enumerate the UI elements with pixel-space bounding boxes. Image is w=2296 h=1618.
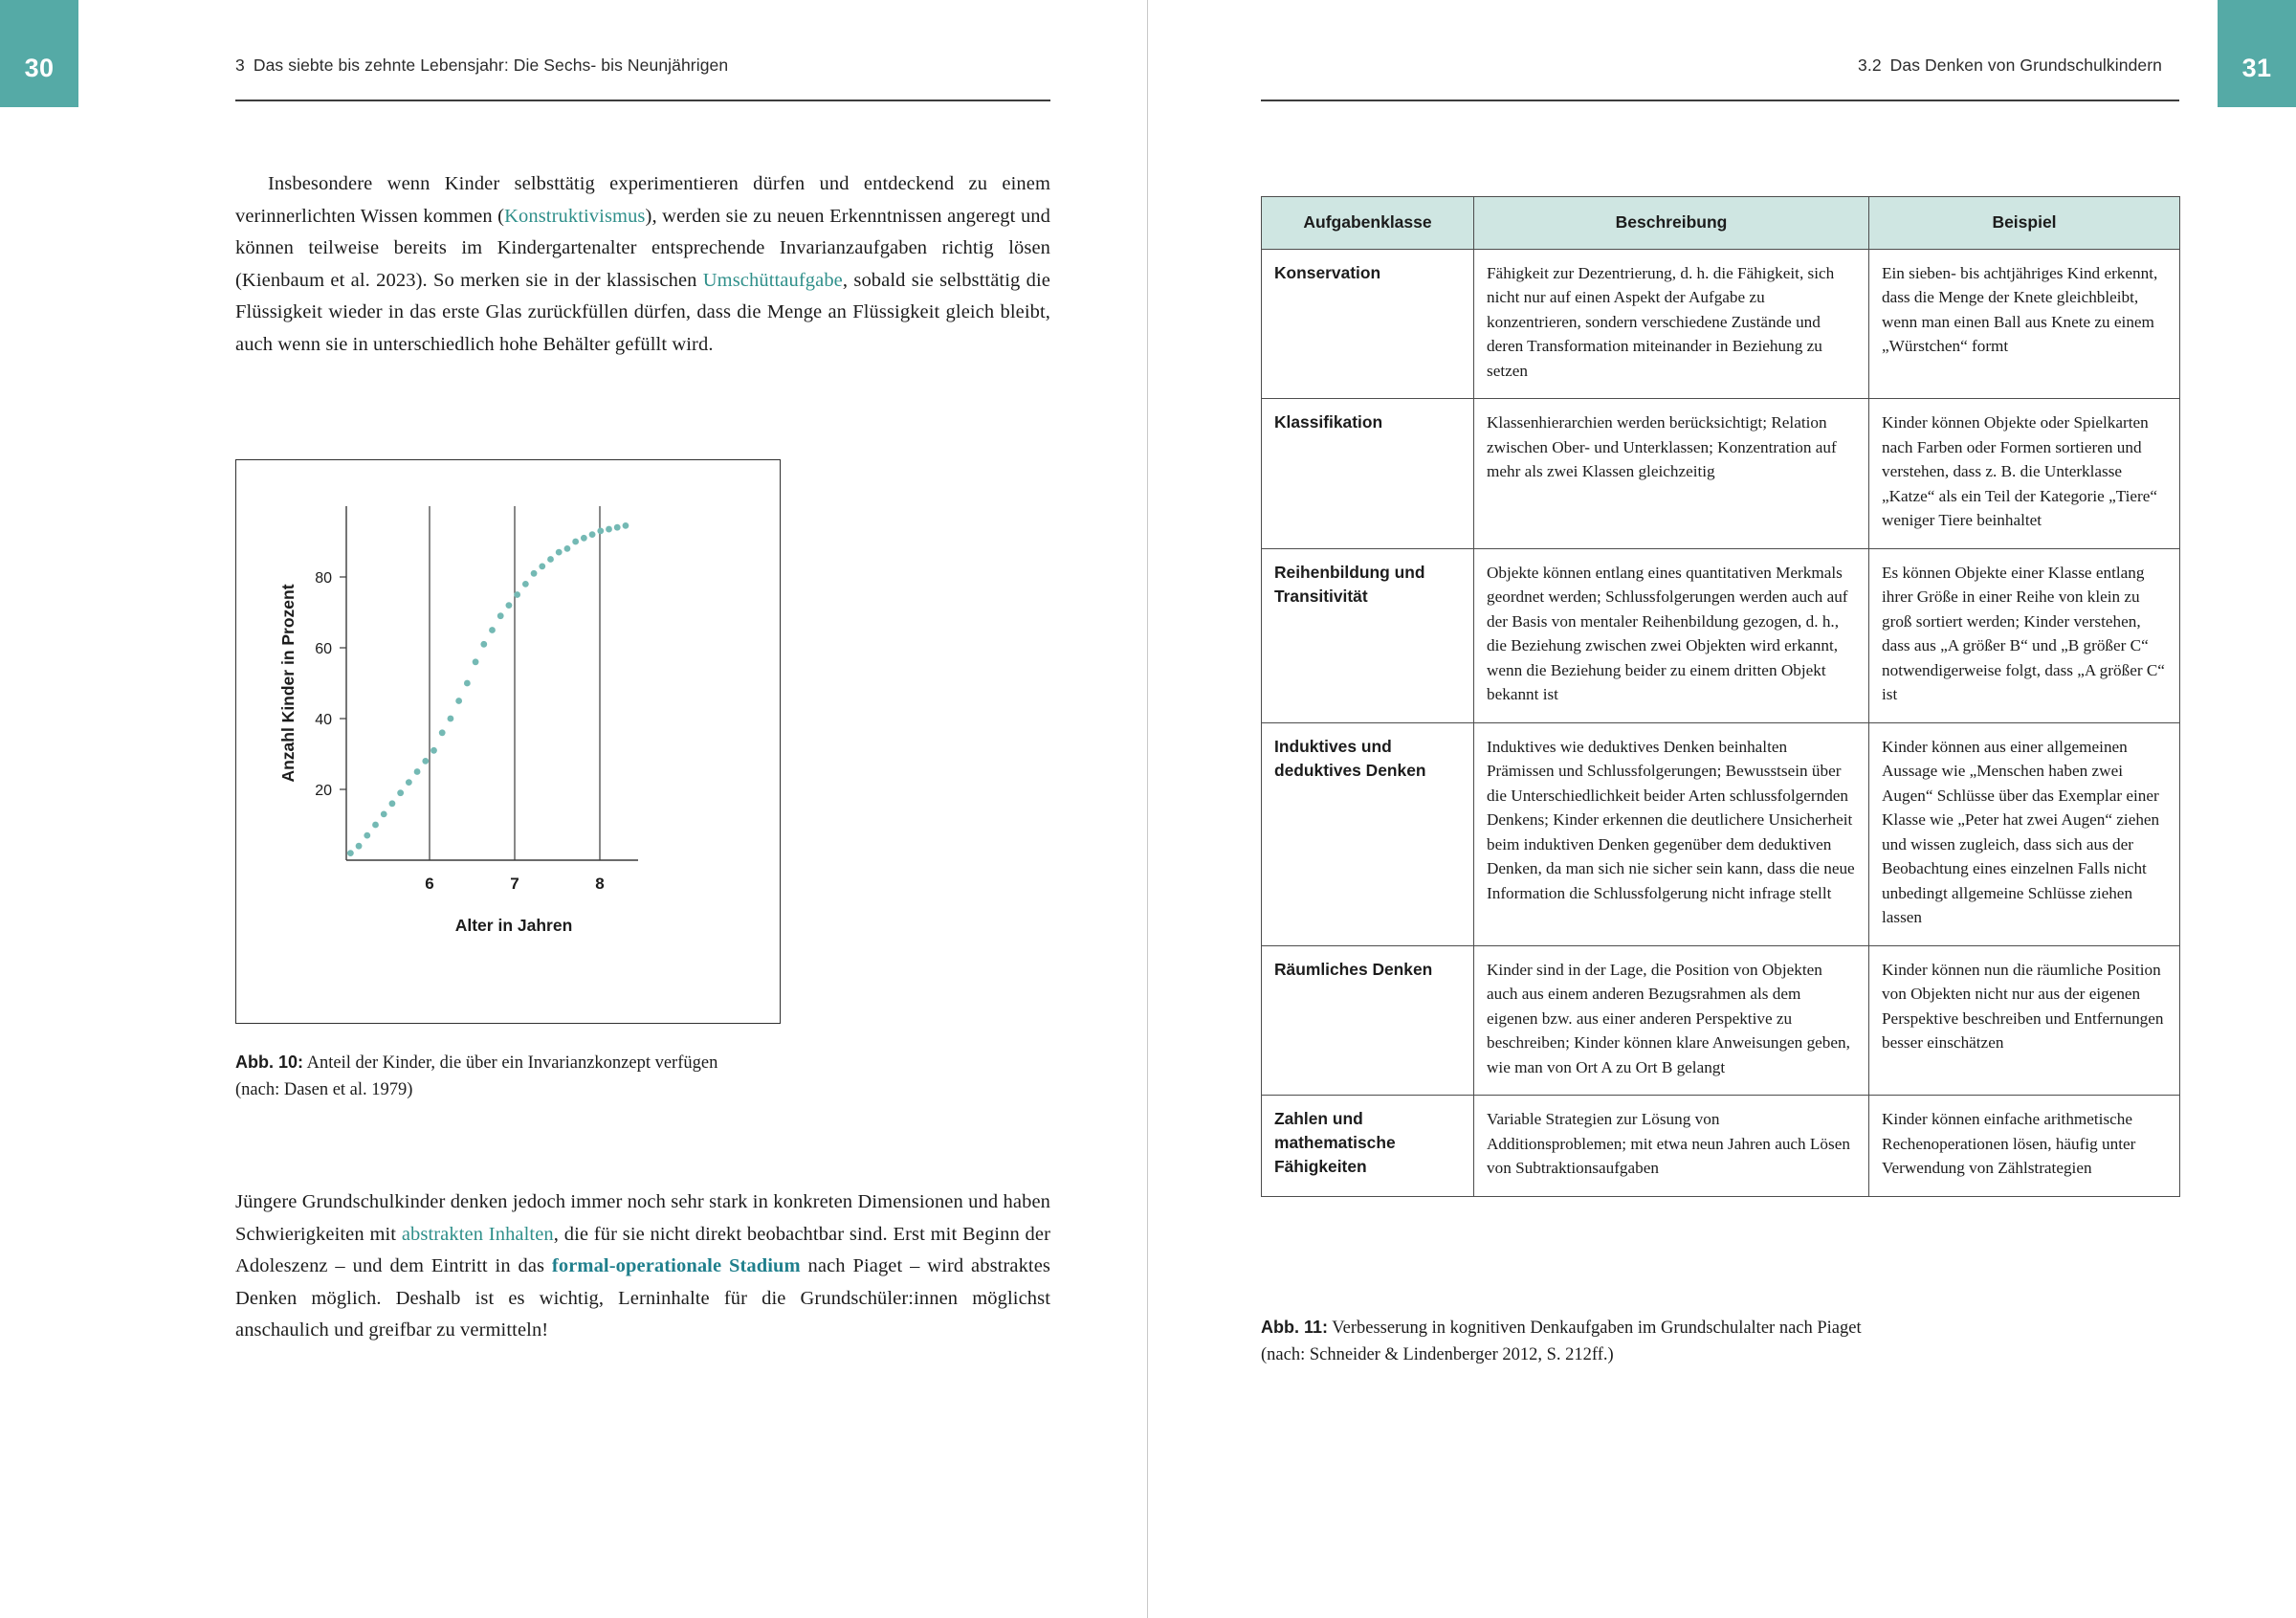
- paragraph-2: [235, 1186, 1050, 1347]
- scatter-chart: [236, 460, 779, 1022]
- paragraph-1-part-1: Insbesondere wenn Kinder selbsttätig experimentieren dürfen und entdeckend zu einem verinnerlichten Wissen kommen (: [235, 173, 1050, 227]
- scatter-points: [347, 522, 629, 856]
- term-konstruktivismus: Konstruktivismus: [504, 205, 646, 227]
- row-description: Kinder sind in der Lage, die Position von Objekten auch aus einem anderen Bezugsrahmen als dem eigenen bzw. aus einer anderen Perspektive zu beschreiben; Kinder können klare Anweisungen geben, wie man von Ort A zu Ort B gelangt: [1474, 945, 1869, 1096]
- paragraph-2-part-2: , die für sie nicht direkt beobachtbar sind. Erst mit Beginn der Adoleszenz – und dem Eintritt in das: [235, 1223, 1050, 1276]
- svg-text:80: 80: [315, 570, 332, 587]
- piaget-table: [1261, 196, 2180, 1197]
- row-description: Klassenhierarchien werden berücksichtigt; Relation zwischen Ober- und Unterklassen; Konzentration auf mehr als zwei Klassen gleichzeitig: [1474, 399, 1869, 549]
- right-running-head-text: Das Denken von Grundschulkindern: [1889, 55, 2162, 75]
- row-description: Fähigkeit zur Dezentrierung, d. h. die Fähigkeit, sich nicht nur auf einen Aspekt der Aufgabe zu konzentrieren, sondern verschiedene Zustände und deren Transformation miteinander in Beziehung zu setzen: [1474, 249, 1869, 399]
- row-description: Induktives wie deduktives Denken beinhalten Prämissen und Schlussfolgerungen; Bewusstsein über die Unterschiedlichkeit beider Arten schlussfolgernden Denkens; Kinder erkennen die deutlichere Unsicherheit beim induktiven Denken gegenüber dem deduktiven Denken, da man sich nie sicher sein kann, dass die neue Information die Schlussfolgerung nicht infrage stellt: [1474, 722, 1869, 945]
- row-example: Ein sieben- bis achtjähriges Kind erkennt, dass die Menge der Knete gleichbleibt, wenn man einen Ball aus Knete zu einem „Würstchen“ formt: [1869, 249, 2180, 399]
- term-umschuettaufgabe: Umschüttaufgabe: [702, 269, 843, 291]
- piaget-table-wrapper: [1261, 196, 2179, 1197]
- left-header-rule: [235, 100, 1050, 101]
- row-class: Räumliches Denken: [1262, 945, 1474, 1096]
- table-caption-label: Abb. 11:: [1261, 1318, 1329, 1337]
- row-example: Kinder können einfache arithmetische Rechenoperationen lösen, häufig unter Verwendung von Zählstrategien: [1869, 1096, 2180, 1197]
- y-axis-title: Anzahl Kinder in Prozent: [278, 584, 298, 783]
- left-page-number: 30: [24, 54, 55, 82]
- table-caption-source: (nach: Schneider & Lindenberger 2012, S. 212ff.): [1261, 1345, 1614, 1364]
- table-header-row: [1262, 197, 2180, 250]
- table-caption: [1261, 1314, 2151, 1368]
- row-example: Es können Objekte einer Klasse entlang ihrer Größe in einer Reihe von klein zu groß sortiert werden; Kinder verstehen, dass aus „A größer B“ und „B größer C“ notwendigerweise folgt, dass „A größer C“ ist: [1869, 548, 2180, 722]
- paragraph-1: [235, 168, 1050, 361]
- table-caption-text: Verbesserung in kognitiven Denkaufgaben im Grundschulalter nach Piaget: [1328, 1319, 1862, 1338]
- svg-text:20: 20: [315, 783, 332, 799]
- left-text-column-top: [235, 168, 1050, 361]
- row-class: Zahlen und mathematische Fähigkeiten: [1262, 1096, 1474, 1197]
- right-page-number: 31: [2241, 54, 2272, 82]
- term-formal-operationales-stadium: formal-operationale Stadium: [551, 1255, 801, 1276]
- figure-caption-text: Anteil der Kinder, die über ein Invarianzkonzept verfügen: [303, 1053, 718, 1073]
- column-header-beschreibung: Beschreibung: [1474, 197, 1869, 250]
- right-running-head-number: 3.2: [1858, 55, 1882, 75]
- y-tick-labels: [315, 570, 332, 799]
- term-abstrakte-inhalte: abstrakten Inhalten: [401, 1223, 554, 1245]
- chart-gridlines: [430, 506, 600, 860]
- left-running-head-number: 3: [235, 55, 245, 75]
- figure-caption-label: Abb. 10:: [235, 1053, 304, 1072]
- right-running-head: [1858, 55, 2162, 76]
- y-tick-marks: [340, 577, 346, 789]
- svg-text:60: 60: [315, 641, 332, 657]
- right-header-rule: [1261, 100, 2179, 101]
- figure-invarianzkonzept: [235, 459, 781, 1024]
- row-description: Objekte können entlang eines quantitativen Merkmals geordnet werden; Schlussfolgerungen werden auch auf der Basis von mentaler Reihenbildung gezogen, d. h., die Beziehung zwischen zwei Objekten wird erkannt, wenn die Beziehung beider zu einem dritten Objekt bekannt ist: [1474, 548, 1869, 722]
- figure-caption-source: (nach: Dasen et al. 1979): [235, 1080, 413, 1099]
- row-example: Kinder können nun die räumliche Position von Objekten nicht nur aus der eigenen Perspektive beschreiben und Entfernungen besser einschätzen: [1869, 945, 2180, 1096]
- table-row: [1262, 722, 2180, 945]
- svg-text:6: 6: [425, 875, 434, 893]
- left-text-column-bottom: [235, 1186, 1050, 1347]
- paragraph-1-part-2: ), werden sie zu neuen Erkenntnissen angeregt und können teilweise bereits im Kindergartenalter entsprechende Invarianzaufgaben richtig lösen (Kienbaum et al. 2023). So merken sie in der klassischen: [235, 205, 1051, 291]
- column-header-aufgabenklasse: Aufgabenklasse: [1262, 197, 1474, 250]
- row-example: Kinder können aus einer allgemeinen Aussage wie „Menschen haben zwei Augen“ Schlüsse über das Exemplar einer Klasse wie „Peter hat zwei Augen“ ziehen und wissen zugleich, dass sich aus der Beobachtung eines einzelnen Falls nicht unbedingt allgemeine Schlüsse ziehen lassen: [1869, 722, 2180, 945]
- table-row: [1262, 1096, 2180, 1197]
- row-class: Klassifikation: [1262, 399, 1474, 549]
- row-class: Konservation: [1262, 249, 1474, 399]
- right-page: [1148, 0, 2296, 1618]
- svg-text:7: 7: [510, 875, 519, 893]
- row-description: Variable Strategien zur Lösung von Additionsproblemen; mit etwa neun Jahren auch Lösen von Subtraktionsaufgaben: [1474, 1096, 1869, 1197]
- table-row: [1262, 399, 2180, 549]
- x-tick-labels: [425, 875, 604, 893]
- left-running-head: [235, 55, 728, 76]
- svg-text:8: 8: [595, 875, 605, 893]
- table-row: [1262, 249, 2180, 399]
- column-header-beispiel: Beispiel: [1869, 197, 2180, 250]
- left-running-head-text: Das siebte bis zehnte Lebensjahr: Die Sechs- bis Neunjährigen: [253, 55, 729, 75]
- figure-caption: [235, 1049, 895, 1103]
- x-axis-title: Alter in Jahren: [454, 916, 573, 935]
- svg-text:40: 40: [315, 712, 332, 728]
- table-body: [1262, 249, 2180, 1196]
- paragraph-2-part-1: Jüngere Grundschulkinder denken jedoch immer noch sehr stark in konkreten Dimensionen und haben Schwierigkeiten mit: [235, 1191, 1050, 1245]
- paragraph-2-part-3: nach Piaget – wird abstraktes Denken möglich. Deshalb ist es wichtig, Lerninhalte für die Grundschüler:innen möglichst anschaulich und greifbar zu vermitteln!: [235, 1255, 1051, 1341]
- paragraph-1-part-3: , sobald sie selbsttätig die Flüssigkeit wieder in das erste Glas zurückfüllen dürfen, dass die Menge an Flüssigkeit gleich bleibt, auch wenn sie in unterschiedlich hohe Behälter gefüllt wird.: [235, 269, 1050, 355]
- row-class: Reihenbildung und Transitivität: [1262, 548, 1474, 722]
- row-example: Kinder können Objekte oder Spielkarten nach Farben oder Formen sortieren und verstehen, dass z. B. die Unterklasse „Katze“ als ein Teil der Kategorie „Tiere“ weniger Tiere beinhaltet: [1869, 399, 2180, 549]
- table-row: [1262, 945, 2180, 1096]
- table-row: [1262, 548, 2180, 722]
- row-class: Induktives und deduktives Denken: [1262, 722, 1474, 945]
